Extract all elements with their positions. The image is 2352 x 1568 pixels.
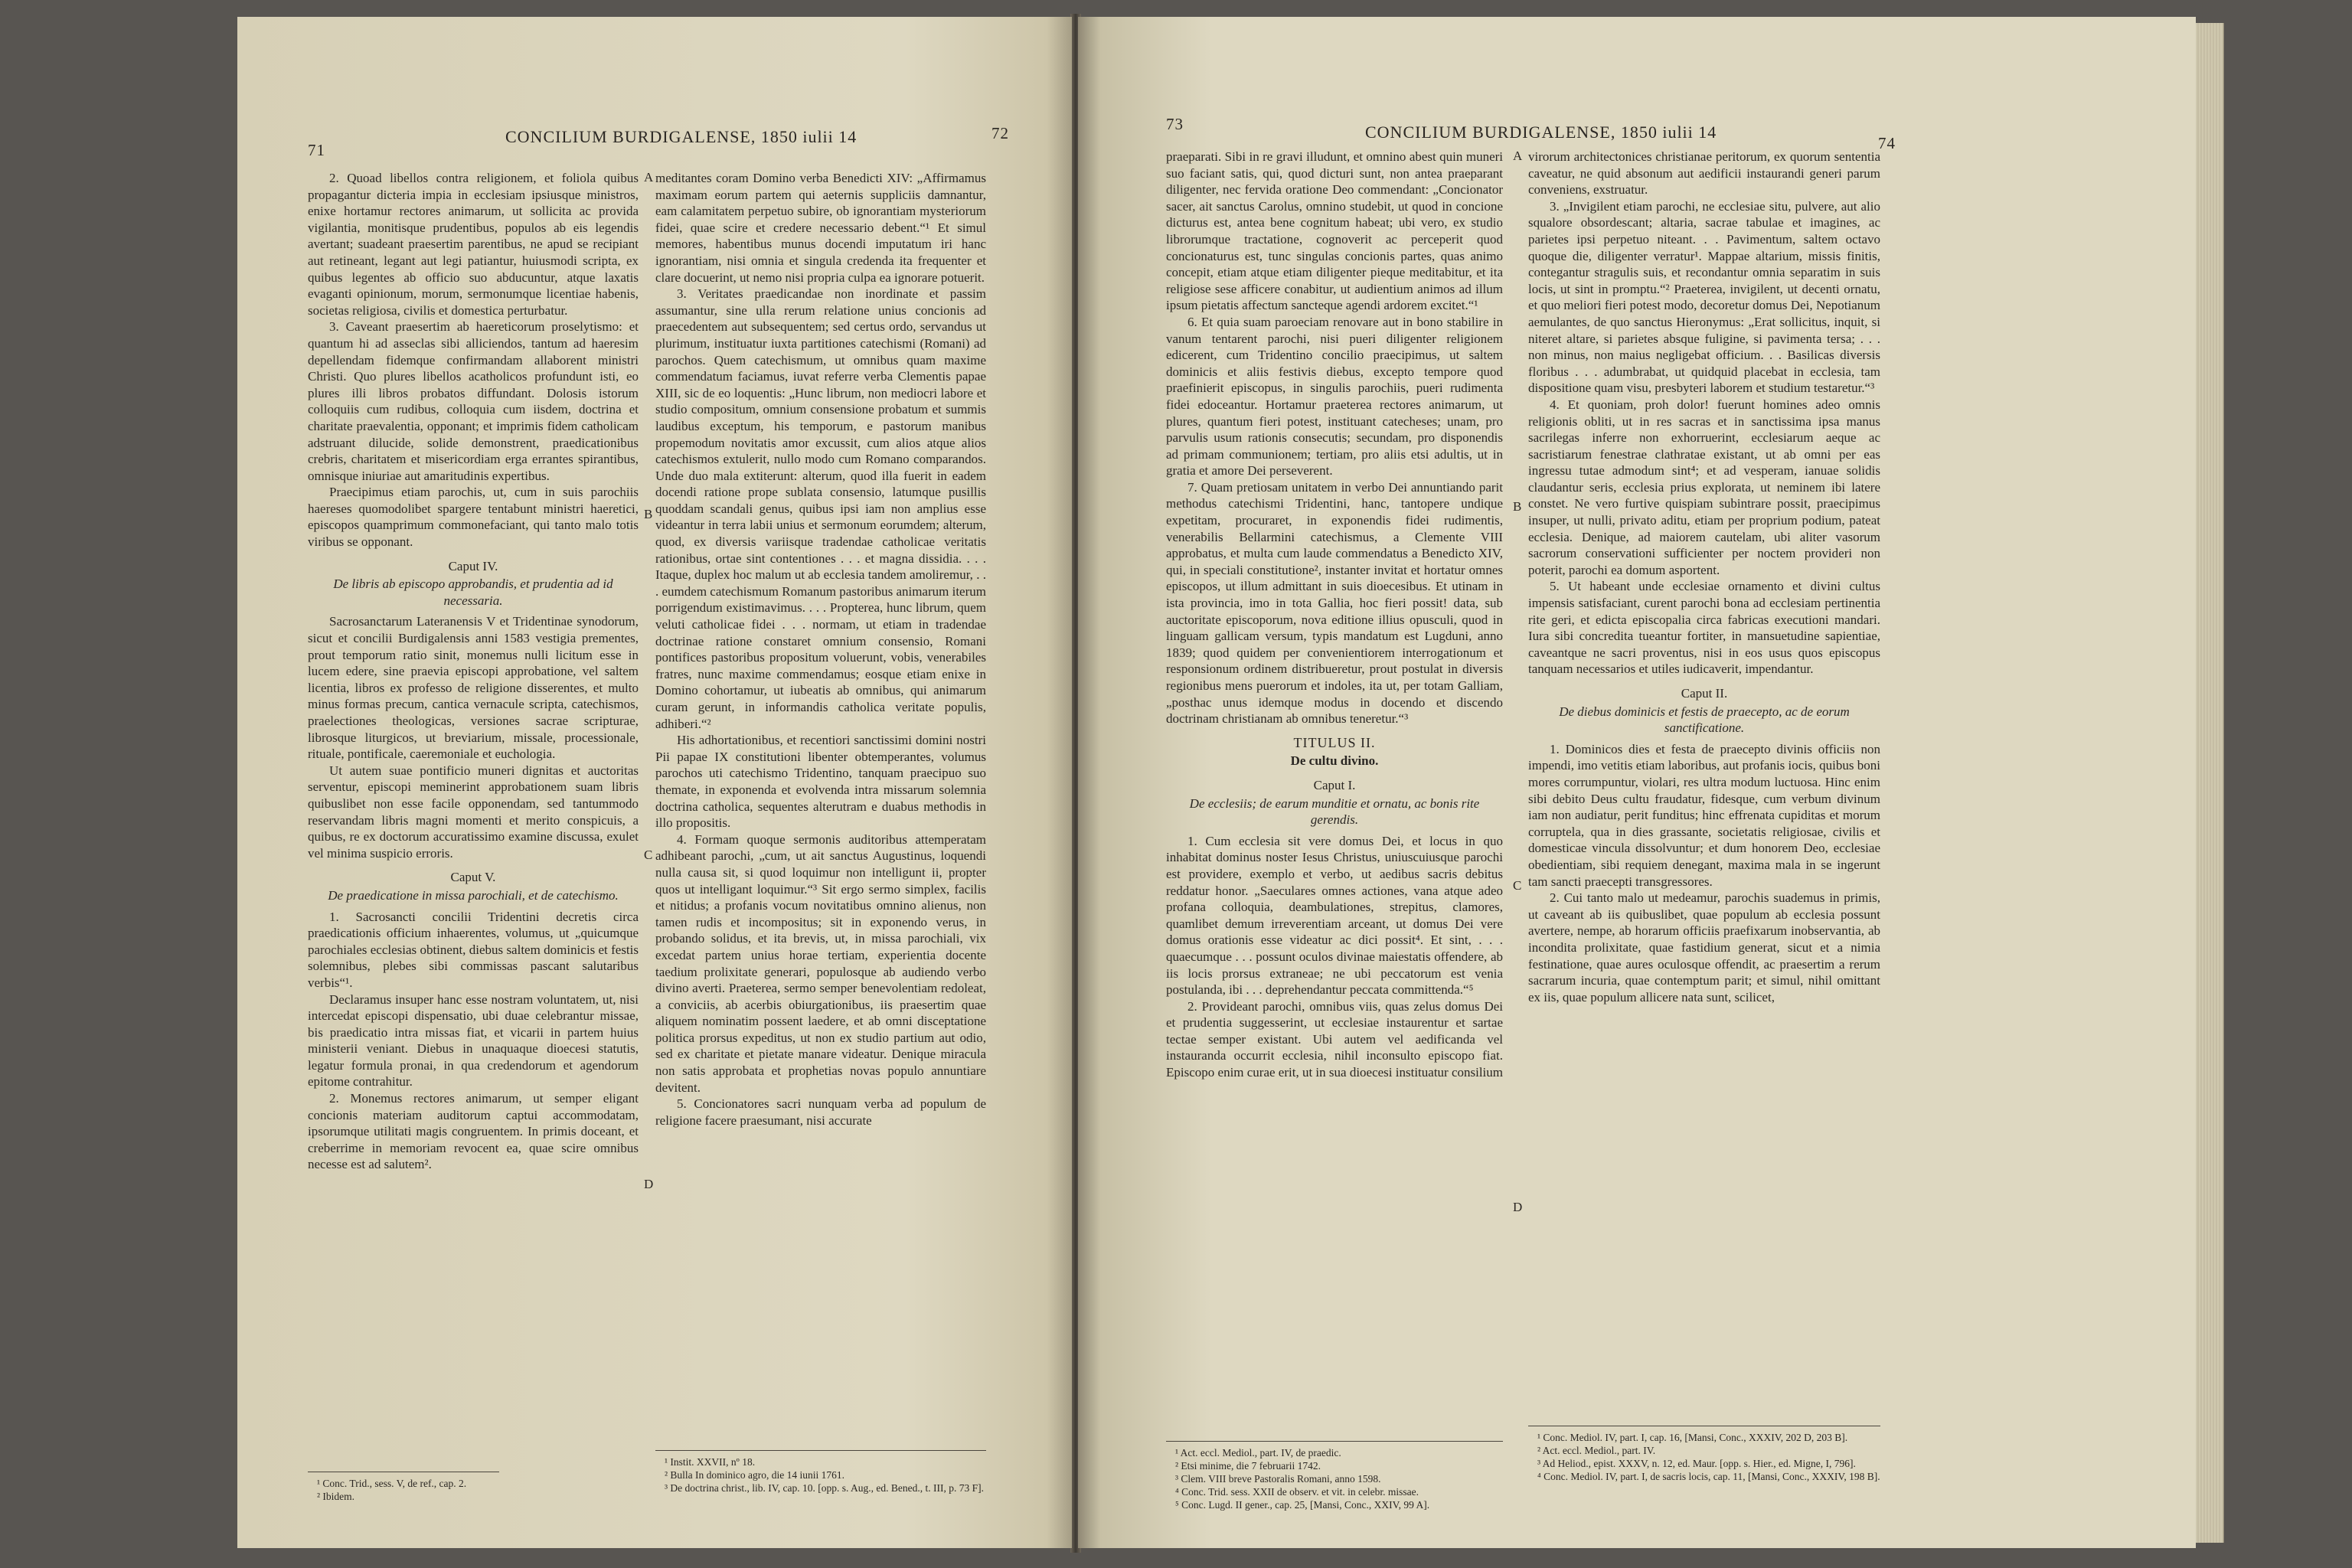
paragraph: 2. Quoad libellos contra religionem, et foliola quibus propagantur dicteria impia in ecclesiam ipsiusque ministros, enixe hortamur rectores animarum, ut sollicita ac provida vigilantia, monitisque prudentibus, populos ab eis legendis avertant; suadeant praesertim parentibus, ne apud se recipiant aut retineant, legant aut legi patiantur, huiusmodi scripta, ex quibus legentes ab officio suo abducuntur, atque laxatis evaganti opinionum, morum, sermonumque licentiae habenis, societas religiosa, civilis et domestica perturbatur.	[308, 171, 639, 318]
footnote: ² Bulla In dominico agro, die 14 iunii 1761.	[665, 1469, 845, 1481]
footnote: ⁴ Conc. Trid. sess. XXII de observ. et vit. in celebr. missae.	[1175, 1486, 1419, 1498]
footnote: ³ De doctrina christ., lib. IV, cap. 10. [opp. s. Aug., ed. Bened., t. III, p. 73 F].	[665, 1482, 984, 1494]
chapter-heading: Caput II.	[1681, 686, 1728, 701]
paragraph: 4. Et quoniam, proh dolor! fuerunt homines adeo omnis religionis obliti, ut in res sacras et in sanctissima ipsa manus sacrilegas inferre non exhorruerint, ecclesiarum aeque ac sacristiarum fenestrae clathratae existant, ut ab omni per eas ingressu tutae admodum sint⁴; et ad vesperam, ianuae solidis claudantur seris, ecclesia prius explorata, ut neminem ibi latere constet. Ne vero furtive quispiam subintrare possit, praecipimus insuper, ut nulli, privato aditu, etiam per proprium podium, pateat ecclesia. Denique, ad maiorem cautelam, ubi aliter vasorum sacrorum conservationi sufficienter per noctem provideri non poterit, parochi ea domum asportent.	[1528, 397, 1880, 577]
paragraph: 1. Cum ecclesia sit vere domus Dei, et locus in quo inhabitat dominus noster Iesus Christus, uniuscuiusque parochi est providere, exemplo et verbo, ut aedibus sacris debitus reddatur honor. „Saeculares omnes actiones, vana atque adeo profana colloquia, deambulationes, strepitus, clamores, quamlibet demum irreverentiam arceant, ut domus Dei vere domus orationis esse videatur ac dici possit⁴. Et sint, . . . quaecumque . . . possunt oculos divinae maiestatis offendere, ab iis locis prorsus extraneae; ne ubi peccatorum est venia postulanda, ibi . . . deprehendantur peccata committenda.“⁵	[1166, 833, 1503, 998]
page-number: 73	[1166, 115, 1184, 133]
page-edges	[2196, 23, 2224, 1543]
right-page	[1078, 17, 2196, 1548]
footnotes	[655, 1450, 986, 1494]
footnote: ³ Clem. VIII breve Pastoralis Romani, anno 1598.	[1175, 1473, 1381, 1485]
chapter-heading: Caput IV.	[448, 558, 498, 573]
margin-letter: B	[644, 507, 653, 521]
footnote: ² Etsi minime, die 7 februarii 1742.	[1175, 1460, 1321, 1472]
footnote: ² Ibidem.	[317, 1491, 355, 1502]
text-column	[1166, 149, 1503, 1081]
paragraph: 2. Monemus rectores animarum, ut semper eligant concionis materiam auditorum captui accommodatam, ipsorumque utilitati magis congruentem. In primis doceant, et creberrime in memoriam revocent ea, quae scire omnibus necesse est ad salutem².	[308, 1091, 639, 1172]
chapter-heading: Caput V.	[450, 870, 496, 885]
margin-letter: A	[644, 170, 654, 185]
chapter-subtitle: De diebus dominicis et festis de praecepto, ac de eorum sanctificatione.	[1559, 704, 1850, 736]
paragraph: 2. Cui tanto malo ut medeamur, parochis suademus in primis, ut caveant ab iis quibuslibet, quae populum ab ecclesia possunt avertere, nempe, ab horarum officiis praefixarum inobservantia, ab incondita prolixitate, quae fastidium generat, sicut et a nimia festinatione, quae aures oculosque offendit, ac praesertim a rerum sacrarum incuria, quae contemptum parit; et simul, nihil omittant ex iis, quae populum allicere nata sunt, scilicet,	[1528, 890, 1880, 1004]
paragraph: 5. Ut habeant unde ecclesiae ornamento et divini cultus impensis satisfaciant, curent parochi bona ad ecclesiam pertinentia rite geri, et edicta episcopalia circa fabricas executioni mandari. Iura sibi concredita tueantur fortiter, in mansuetudine sapientiae, caveantque ne sacri proventus, nisi in eos usus quos episcopus tanquam necessarios et utiles iudicaverit, impendantur.	[1528, 579, 1880, 677]
running-head	[1078, 100, 2196, 152]
paragraph: 7. Quam pretiosam unitatem in verbo Dei annuntiando parit methodus catechismi Tridentini, hanc, tantopere undique expetitam, procuraret, in exponendis fidei rudimentis, venerabilis Bellarmini catechismus, a Clemente VIII approbatus, et multa cum laude commendatus a Benedicto XIV, qui, in speciali constitutione², instanter invitat et hortatur omnes episcopos, ut illum admittant in suis dioecesibus. Et utinam in ista provincia, imo in tota Gallia, hoc fieri possit! data, sub auctoritate episcoporum, nova editione illius opusculi, quod in linguam gallicam versum, typis mandatum est Lugduni, anno 1839; quod quidem per convenientiorem interrogationum et responsionum ordinem distribueretur, prout postulat in diversis regionibus mens puerorum et indoles, ita ut, per totam Galliam, „posthac unus idemque modus in docendo et discendo doctrinam christianam ab omnibus teneretur.“³	[1166, 479, 1503, 727]
paragraph: praeparati. Sibi in re gravi illudunt, et omnino abest quin muneri suo faciant satis, qui, quod dicturi sunt, non antea praeparant diligenter, nec fervida oratione Deo commendant: „Concionator sacer, ait sanctus Carolus, omnino studebit, ut quod in concione dicturus est, antea bene cognitum habeat; ubi vero, ex studio librorumque tractatione, cognoverit ac perceperit quod concionaturus est, tunc singulas concionis partes, quas animo concepit, etiam atque etiam diligenter pieque meditabitur, et ita religiose sese afficere conabitur, ut audientium animos ad illum ipsum pietatis affectum sancteque agendi ardorem excitet.“¹	[1166, 149, 1503, 313]
paragraph: virorum architectonices christianae peritorum, ex quorum sententia caveatur, ne quid absonum aut aedificii instaurandi generi parum conveniens, exstruatur.	[1528, 149, 1880, 198]
footnote: ¹ Instit. XXVII, nº 18.	[665, 1456, 756, 1468]
paragraph: 3. „Invigilent etiam parochi, ne ecclesiae situ, pulvere, aut alio squalore obsordescant; altaria, sacrae tabulae et imagines, ac parietes ipsi perpetuo niteant. . . Pavimentum, saltem octavo quoque die, diligenter verratur¹. Mappae altarium, missis finitis, contegantur stragulis suis, et recondantur omnia separatim in suis locis, ut sint in promptu.“² Praeterea, invigilent, ut decenti ornatu, et quo meliori fieri potest modo, decoretur domus Dei, Nepotianum aemulantes, de quo sanctus Hieronymus: „Erat sollicitus, inquit, si niteret altare, si parietes absque fuligine, si pavimenta tersa; . . . non minus, non maius negligebat officium. . . Basilicas diversis floribus . . . adumbrabat, ut quidquid placebat in ecclesia, tam dispositione quam visu, presbyteri laborem et studium testaretur.“³	[1528, 198, 1880, 396]
footnote: ⁴ Conc. Mediol. IV, part. I, de sacris locis, cap. 11, [Mansi, Conc., XXXIV, 198 B].	[1537, 1471, 1880, 1482]
footnote: ¹ Conc. Mediol. IV, part. I, cap. 16, [Mansi, Conc., XXXIV, 202 D, 203 B].	[1537, 1432, 1848, 1443]
chapter-subtitle: De libris ab episcopo approbandis, et prudentia ad id necessaria.	[333, 577, 613, 608]
chapter-subtitle: De ecclesiis; de earum munditie et ornatu, ac bonis rite gerendis.	[1189, 795, 1480, 828]
text-column	[308, 170, 639, 1173]
footnote: ¹ Conc. Trid., sess. V, de ref., cap. 2.	[317, 1478, 467, 1489]
paragraph: meditantes coram Domino verba Benedicti XIV: „Affirmamus maximam eorum partem qui aeternis suppliciis damnantur, eam calamitatem perpetuo subire, ob ignorantiam mysteriorum fidei, quae scire et credere necessario debent.“¹ Et simul memores, habentibus munus docendi imputatum iri hanc ignorantiam, nisi omnia et singula credenda ita frequenter et clare docuerint, ut nemo nisi propria culpa ea ignorare potuerit.	[655, 171, 986, 285]
title-subtitle: De cultu divino.	[1290, 753, 1379, 769]
text-column	[1528, 149, 1880, 1005]
margin-letter: D	[1513, 1200, 1523, 1214]
running-head	[237, 124, 1072, 162]
chapter-heading: Caput I.	[1313, 777, 1356, 792]
footnotes	[1166, 1441, 1503, 1511]
paragraph: 6. Et quia suam paroeciam renovare aut in bono stabilire in vanum tentarent parochi, nisi pueri diligenter religionem edicerent, cum Tridentino concilio praecipimus, ut saltem dominicis et aliis festivis diebus, excepto tempore quod praefinierit episcopus, in singulis parochiis, pueri rudimenta fidei edoceantur. Hortamur praeterea rectores animarum, ut plures, quantum fieri potest, instituant catecheses; unam, pro parvulis usum rationis consecutis; secundam, pro disponendis ad primam communionem; tertiam, pro aliis etsi adultis, ut in gratia et amore Dei perseverent.	[1166, 314, 1503, 479]
paragraph: His adhortationibus, et recentiori sanctissimi domini nostri Pii papae IX constitutioni libenter obtemperantes, volumus parochos uti catechismo Tridentino, tanquam praecipuo suo themate, in exponenda et evolvenda intra missarum solemnia doctrina catholica, sequentes alterutram e duabus methodis in illo propositis.	[655, 733, 986, 831]
paragraph: 3. Veritates praedicandae non inordinate et passim assumantur, sine ulla rerum relatione unius concionis ad praecedentem aut subsequentem; sed certus ordo, servandus ut plurimum, instituatur iuxta partitiones catechismi (Romani) ad parochos. Quem catechismum, ut omnibus quam maxime commendatum faciamus, iuvat referre verba Clementis papae XIII, sic de eo loquentis: „Hunc librum, non mediocri labore et studio compositum, omnium consensione probatum et summis laudibus exceptum, his temporum, e pastorum manibus propemodum novitatis amor excussit, cum alios atque alios catechismos extulerit, nullo modo cum Romano comparandos. Unde duo mala extiterunt: alterum, quod illa fuerit in eadem docendi ratione prope sublata consensio, latumque pusillis quoddam scandali genus, quibus ipsi iam non amplius esse videantur in terra labii unius et sermonum eorumdem; alterum, quod, ex diversis variisque tradendae catholicae veritatis rationibus, ortae sint contentiones . . . et magna dissidia. . . . Itaque, duplex hoc malum ut ab ecclesia tandem amoliremur, . . . eumdem catechismum Romanum pastoribus animarum iterum porrigendum existimavimus. . . . Propterea, hunc librum, quem veluti catholicae fidei . . . normam, ut etiam in tradendae doctrinae ratione constaret omnium consensio, Romani pontifices pastoribus propositum voluerunt, vobis, venerabiles fratres, nunc maxime commendamus; eosque etiam enixe in Domino cohortamur, ut iubeatis ab omnibus, qui animarum curam gerunt, in informandis catholica veritate populis, adhiberi.“²	[655, 286, 986, 731]
left-page	[237, 17, 1072, 1548]
paragraph: Ut autem suae pontificio muneri dignitas et auctoritas serventur, episcopi meminerint approbationem suam libris quibuslibet non esse facile opponendam, sed tantummodo reservandam libris magni momenti et merito conspicuis, a quibus, re ex doctorum accuratissimo examine discussa, exulet vel minima suspicio erroris.	[308, 763, 639, 861]
paragraph: Declaramus insuper hanc esse nostram voluntatem, ut, nisi intercedat episcopi dispensatio, ubi duae celebrantur missae, bis praedicatio intra missas fiat, et vicarii in partem huius ministerii veniant. Diebus in unaquaque dioecesi statutis, legatur formula pronai, in qua credendorum et agendorum epitome contrahitur.	[308, 991, 639, 1089]
margin-letter: D	[644, 1177, 654, 1191]
paragraph: 1. Dominicos dies et festa de praecepto divinis officiis non impendi, imo vetitis etiam laboribus, aut profanis iocis, quibus boni mores corrumpuntur, violari, res ultra modum luctuosa. Hinc enim sibi debito Deus cultu fraudatur, fidesque, cum verbum divinum iam non audiatur, perit funditus; hinc effrenata cupiditas et morum corruptela, qua in dies grassante, societatis religiosae, civilis et domesticae vincula dissolvuntur; et dum honorem Deo, ecclesiae obedientiam, sibi requiem denegant, maxima mala in se ingerunt tam sancti praecepti transgressores.	[1528, 741, 1880, 889]
footnote: ³ Ad Heliod., epist. XXXV, n. 12, ed. Maur. [opp. s. Hier., ed. Migne, I, 796].	[1537, 1458, 1856, 1469]
margin-letter: C	[1513, 878, 1522, 893]
footnotes	[1528, 1426, 1880, 1483]
paragraph: 2. Provideant parochi, omnibus viis, quas zelus domus Dei et prudentia suggesserint, ut ecclesiae instaurentur et sartae tectae semper existant. Ubi autem vel aedificanda vel instauranda occurrit ecclesia, nihil inconsulto episcopo fiat. Episcopo enim curae erit, ut in sua dioecesi instituatur consilium	[1166, 998, 1504, 1080]
paragraph: Praecipimus etiam parochis, ut, cum in suis parochiis haereses quomodolibet spargere tentabunt ministri haeretici, episcopos quamprimum commonefaciant, qui tanto malo totis viribus se opponant.	[308, 485, 639, 550]
page-number: 71	[308, 141, 325, 159]
text-column	[655, 170, 986, 1129]
margin-letter: C	[644, 848, 653, 862]
paragraph: 3. Caveant praesertim ab haereticorum proselytismo: et quantum hi ad asseclas sibi alliciendos, tantum ad haeresim depellendam fidemque confirmandam allaborent ministri Christi. Quo plures libellos acatholicos profundunt isti, eo plures illi libros probatos diffundant. Dolosis istorum colloquiis cum rudibus, colloquia cum iisdem, doctrina et charitate praevalentia, opponant; et imprimis fidem catholicam adstruant dilucide, solide demonstrent, praedicationibus crebris, charitatem et misericordiam erga errantes spirantibus, omnisque iniuriae aut amaritudinis expertibus.	[308, 319, 639, 483]
footnotes	[308, 1472, 499, 1503]
page-number: 74	[1878, 134, 1896, 152]
margin-letter: B	[1513, 499, 1522, 514]
running-title: CONCILIUM BURDIGALENSE, 1850 iulii 14	[1365, 122, 1717, 142]
paragraph: 4. Formam quoque sermonis auditoribus attemperatam adhibeant parochi, „cum, ut ait sanctus Augustinus, loquendi nulla causa sit, si quod loquimur non intelligunt ii, propter quos ut intelligant loquimur.“³ Sit ergo sermo simplex, facilis et nitidus; a profanis vocum novitatibus omnino alienus, non tamen rudis et incompositus; sit in exponendo verus, in probando solidus, et ita brevis, ut, in missa parochiali, vix excedat partem unius horae tertiam, experientia docente taedium prolixitate generari, populosque ab audiendo verbo divino averti. Praeterea, sermo semper benevolentiam redoleat, a conviciis, ab acerbis obiurgationibus, iis praesertim quae aliquem nominatim possent laedere, et ab omni disceptatione politica prorsus expeditus, ut non ex studio partium aut odio, sed ex charitate et pietate manare videatur. Denique miracula non satis approbata et prophetias novas populo annuntiare devitent.	[655, 831, 986, 1095]
paragraph: 1. Sacrosancti concilii Tridentini decretis circa praedicationis officium inhaerentes, volumus, ut „quicumque parochiales ecclesias obtinent, diebus saltem dominicis et festis solemnibus, plebes sibi commissas pascant salutaribus verbis“¹.	[308, 909, 639, 990]
footnote: ² Act. eccl. Mediol., part. IV.	[1537, 1445, 1656, 1456]
paragraph: Sacrosanctarum Lateranensis V et Tridentinae synodorum, sicut et concilii Burdigalensis anni 1583 vestigia prementes, prout temporum ratio sinit, monemus nulli licitum esse in lucem edere, sine praevia episcopi approbatione, vel saltem licentia, libros ex professo de religione disserentes, et multo minus formas precum, cantica vernacule scripta, catechismos, praelectiones theologicas, versiones sacrae scripturae, librosque liturgicos, ut breviarium, missale, processionale, rituale, pontificale, caeremoniale et euchologia.	[308, 614, 639, 762]
margin-letter: A	[1513, 149, 1523, 163]
title-heading: TITULUS II.	[1293, 734, 1376, 750]
paragraph: 5. Concionatores sacri nunquam verba ad populum de religione facere praesumant, nisi accurate	[655, 1096, 986, 1128]
footnote: ¹ Act. eccl. Mediol., part. IV, de praedic.	[1175, 1447, 1341, 1459]
running-title: CONCILIUM BURDIGALENSE, 1850 iulii 14	[505, 127, 858, 146]
page-number: 72	[991, 124, 1009, 142]
footnote: ⁵ Conc. Lugd. II gener., cap. 25, [Mansi, Conc., XXIV, 99 A].	[1175, 1499, 1430, 1511]
chapter-subtitle: De praedicatione in missa parochiali, et de catechismo.	[328, 887, 619, 903]
